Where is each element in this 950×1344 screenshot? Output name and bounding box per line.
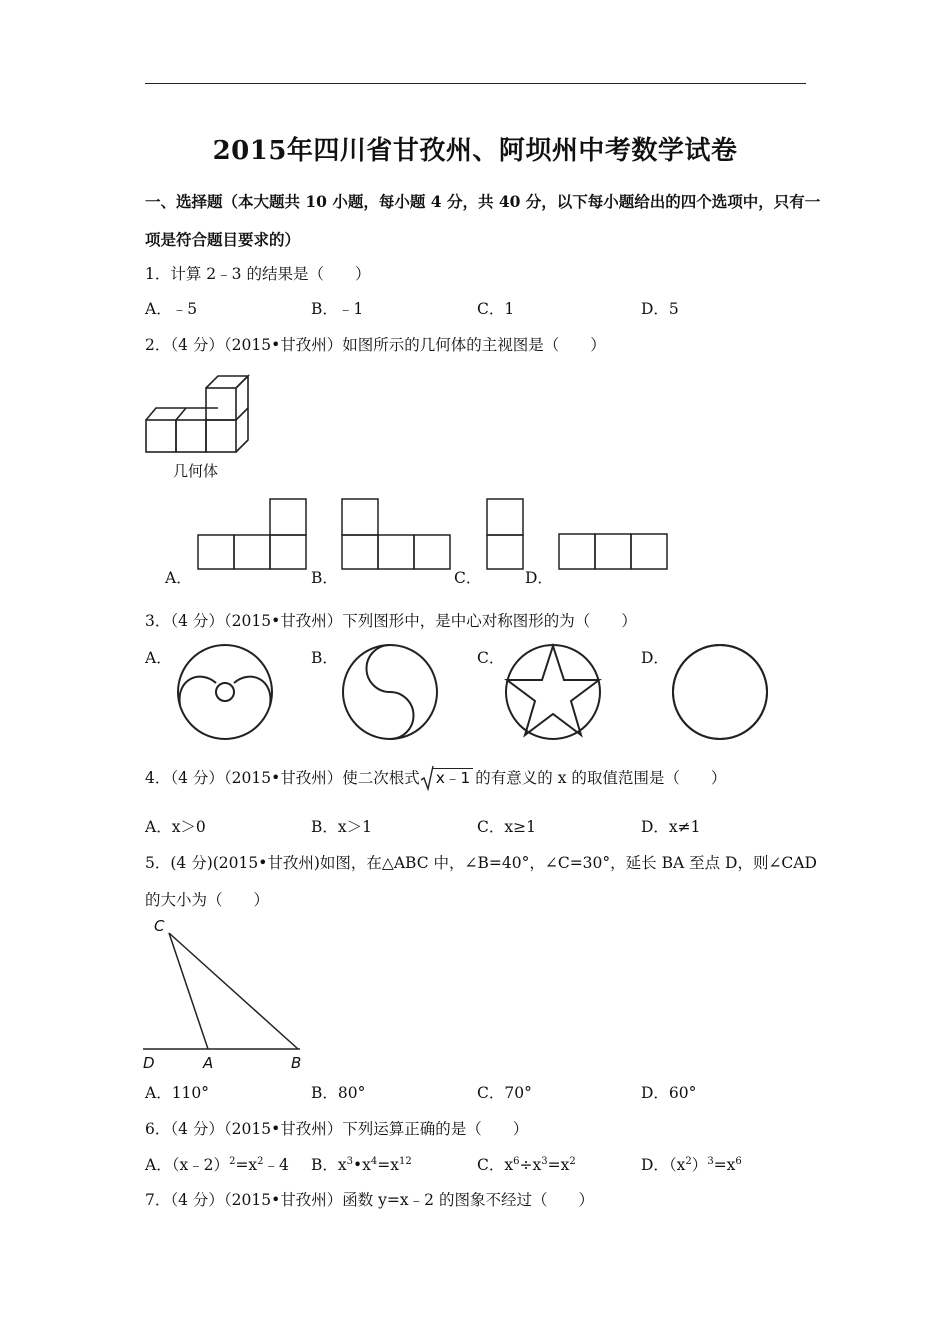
q4-option-b: B．x＞1 bbox=[311, 818, 372, 836]
q3-option-d-figure bbox=[670, 643, 770, 741]
q3-option-c: C． bbox=[477, 649, 505, 667]
q6-option-c: C．$x^6\div x^3=x^2$ bbox=[477, 1156, 576, 1174]
q5-label-b: B bbox=[291, 1054, 302, 1072]
q5-label-c: C bbox=[154, 917, 165, 935]
q4-option-c: C．x≥1 bbox=[477, 818, 536, 836]
q3-option-b-figure bbox=[341, 643, 439, 741]
q6-option-a: A．$(x﹣2)^2=x^2﹣4$ bbox=[145, 1156, 289, 1174]
q1-stem: 1．计算 2﹣3 的结果是（ ） bbox=[145, 265, 371, 283]
q4-option-a: A．x＞0 bbox=[145, 818, 206, 836]
section-heading-line1: 一、选择题（本大题共 10 小题，每小题 4 分，共 40 分，以下每小题给出的四个选项中，只有一 bbox=[145, 192, 821, 211]
q6-stem: 6．（4 分）（2015•甘孜州）下列运算正确的是（ ） bbox=[145, 1120, 529, 1138]
q3-stem: 3．（4 分）（2015•甘孜州）下列图形中，是中心对称图形的为（ ） bbox=[145, 612, 637, 630]
q4-radicand: x﹣1 bbox=[433, 768, 474, 787]
q4-stem-after: 的有意义的 x 的取值范围是（ ） bbox=[475, 769, 727, 787]
section-heading-line2: 项是符合题目要求的） bbox=[145, 230, 301, 249]
q6-option-b: B．$x^3•x^4=x^{12}$ bbox=[311, 1156, 412, 1174]
q3-option-a: A． bbox=[145, 649, 172, 667]
q5-label-a: A bbox=[203, 1054, 214, 1072]
q5-option-d: D．60° bbox=[641, 1084, 697, 1102]
q3-option-b: B． bbox=[311, 649, 338, 667]
q2-solid-figure bbox=[140, 372, 260, 454]
q3-option-d: D． bbox=[641, 649, 669, 667]
q1-option-d: D．5 bbox=[641, 300, 679, 318]
q2-option-d: D． bbox=[525, 569, 553, 587]
q2-stem: 2．（4 分）（2015•甘孜州）如图所示的几何体的主视图是（ ） bbox=[145, 336, 606, 354]
q2-option-c: C． bbox=[454, 569, 482, 587]
q5-stem-line2: 的大小为（ ） bbox=[145, 891, 270, 909]
q1-option-a: A．﹣5 bbox=[145, 300, 198, 318]
q3-option-a-figure bbox=[176, 643, 274, 741]
q5-label-d: D bbox=[143, 1054, 155, 1072]
q4-option-d: D．x≠1 bbox=[641, 818, 701, 836]
page-title: 2015年四川省甘孜州、阿坝州中考数学试卷 bbox=[212, 136, 738, 166]
q4-radical bbox=[420, 768, 474, 788]
q1-option-b: B．﹣1 bbox=[311, 300, 364, 318]
q5-option-a: A．110° bbox=[145, 1084, 210, 1102]
q1-option-c: C．1 bbox=[477, 300, 515, 318]
q3-option-c-figure bbox=[504, 643, 602, 741]
q4-stem-before: 4．（4 分）（2015•甘孜州）使二次根式 bbox=[145, 769, 420, 787]
q5-option-b: B．80° bbox=[311, 1084, 366, 1102]
q5-triangle-figure bbox=[140, 915, 310, 1075]
q4-stem bbox=[145, 768, 726, 788]
q5-stem-line1: 5．(4 分)(2015•甘孜州)如图，在△ABC 中，∠B=40°，∠C=30°，延长 BA 至点 D，则∠CAD bbox=[145, 854, 817, 872]
radical-sign-icon bbox=[420, 765, 434, 791]
q2-option-c-figure bbox=[486, 498, 524, 570]
q5-option-c: C．70° bbox=[477, 1084, 532, 1102]
header-rule bbox=[145, 83, 806, 84]
q2-option-a-figure bbox=[197, 498, 307, 570]
q2-option-b: B． bbox=[311, 569, 338, 587]
q2-option-d-figure bbox=[558, 533, 668, 570]
q2-figure-caption: 几何体 bbox=[173, 462, 219, 480]
q2-option-b-figure bbox=[341, 498, 451, 570]
q7-stem: 7．（4 分）（2015•甘孜州）函数 y=x﹣2 的图象不经过（ ） bbox=[145, 1191, 594, 1209]
q2-option-a: A． bbox=[165, 569, 192, 587]
q6-option-d: D．$(x^2)^3=x^6$ bbox=[641, 1156, 742, 1174]
